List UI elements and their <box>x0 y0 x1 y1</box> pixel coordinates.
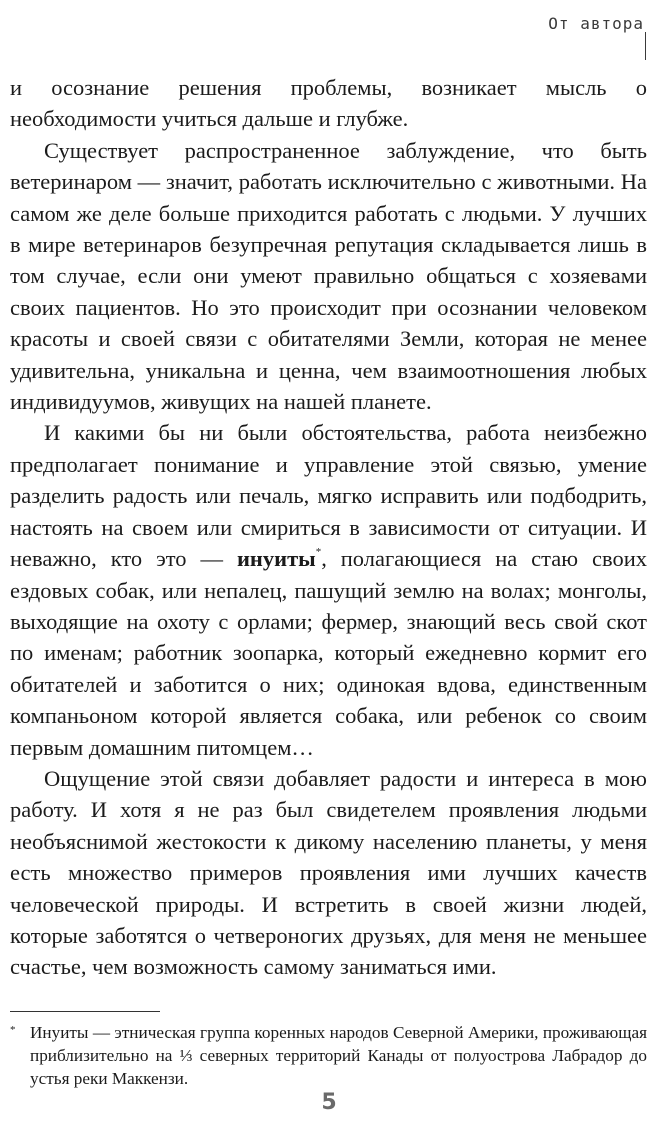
paragraph-1: и осознание решения проблемы, возникает мысль о необходимости учиться дальше и глубже. <box>10 75 647 132</box>
paragraph-2: Существует распространенное заблуждение, что быть ветеринаром — значит, работать исключительно с животными. На самом же деле больше приходится работать с людьми. У лучших в мире ветеринаров безупречная репутация складывается лишь в том случае, если они умеют правильно общаться с хозяевами своих пациентов. Но это происходит при осознании человеком красоты и своей связи с обитателями Земли, которая не менее удивительна, уникальна и ценна, чем взаимоотношения любых индивидуумов, живущих на нашей планете. <box>10 137 647 415</box>
paragraph-3 <box>10 417 647 762</box>
footnote-divider <box>10 1011 160 1012</box>
paragraph-4: Ощущение этой связи добавляет радости и интереса в мою работу. И хотя я не раз был свидетелем проявления людьми необъяснимой жестокости к дикому населению планеты, у меня есть множество примеров проявления ими лучших качеств человеческой природы. И встретить в своей жизни людей, которые заботятся о четвероногих друзьях, для меня не меньшее счастье, чем возможность самому заниматься ими. <box>10 765 647 980</box>
footnote-mark: * <box>10 1024 16 1036</box>
page-number: 5 <box>321 1090 337 1115</box>
inuits-term: инуиты <box>236 546 316 572</box>
footnote <box>10 1021 647 1090</box>
footnote-text: Инуиты — этническая группа коренных народов Северной Америки, проживающая приблизительно на ⅓ северных территорий Канады от полуострова Лабрадор до устья реки Маккензи. <box>30 1023 647 1088</box>
paragraph-3-end: , полагающиеся на стаю своих ездовых собак, или непалец, пашущий землю на волах; монголы, выходящие на охоту с орлами; фермер, знающий весь свой скот по именам; работник зоопарка, который ежедневно кормит его обитателей и заботится о них; одинокая вдова, единственным компаньоном которой является собака, или ребенок со своим первым домашним питомцем… <box>10 546 647 760</box>
running-head-rule <box>639 32 646 60</box>
running-head: От автора <box>548 14 644 33</box>
main-text <box>10 72 647 983</box>
footnote-reference[interactable]: * <box>315 546 322 559</box>
paragraph-3-start: И какими бы ни были обстоятельства, работа неизбежно предполагает понимание и управление этой связью, умение разделить радость или печаль, мягко исправить или подбодрить, настоять на своем или смириться в зависимости от ситуации. И неважно, кто это — <box>10 420 647 572</box>
